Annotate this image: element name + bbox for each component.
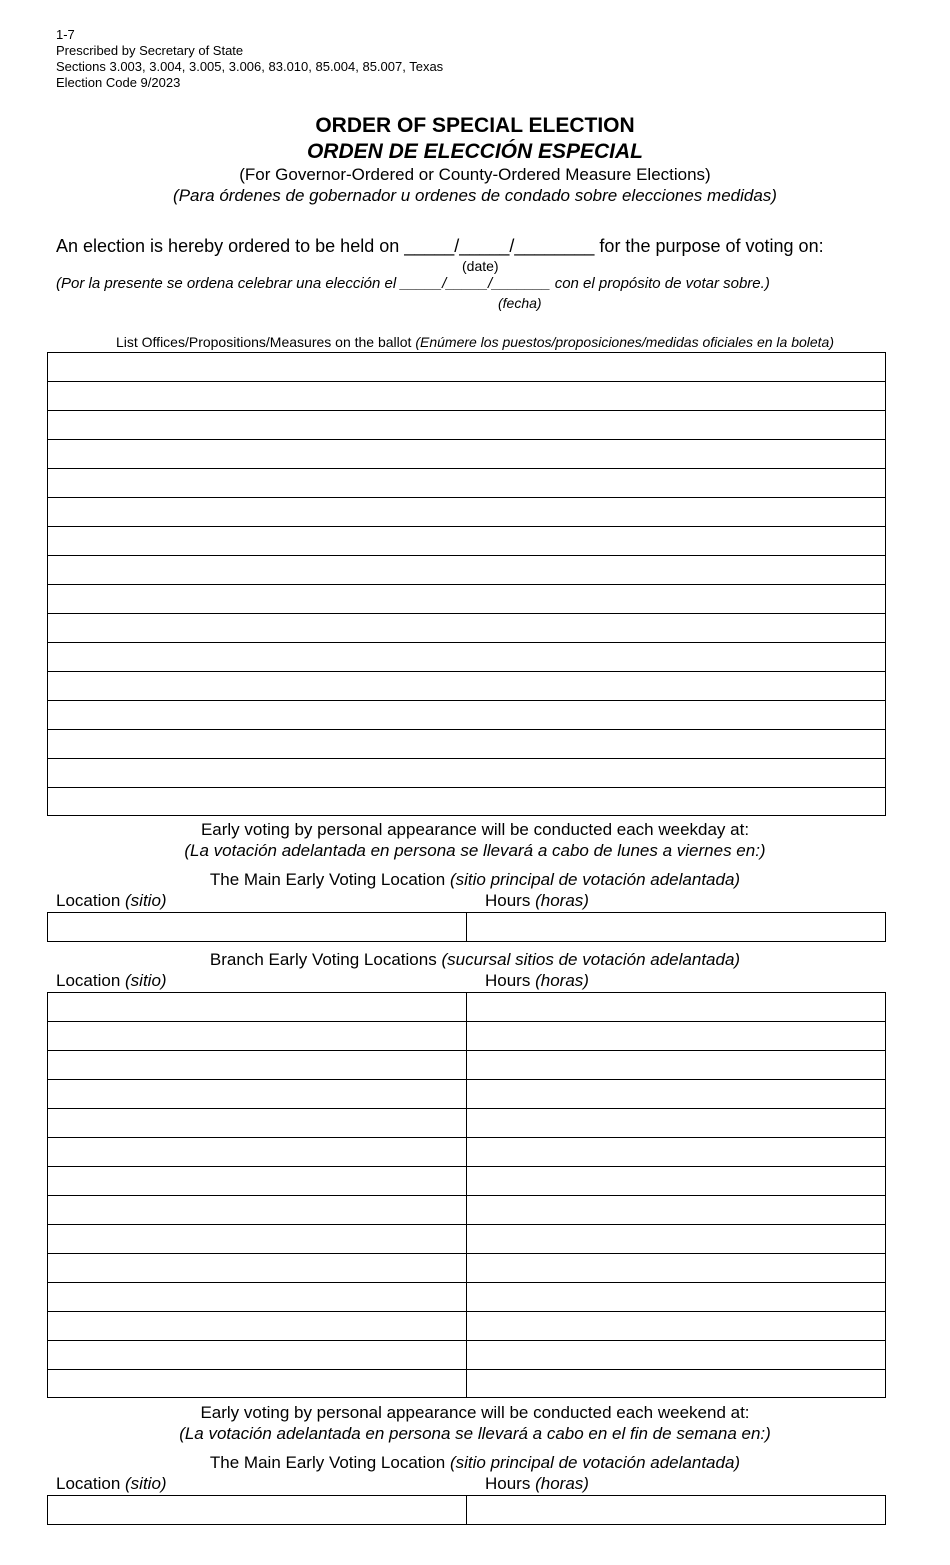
branch-location-cell[interactable] xyxy=(48,1225,467,1254)
branch-hours-cell[interactable] xyxy=(467,993,886,1022)
ballot-row[interactable] xyxy=(48,614,886,643)
branch-hours-cell[interactable] xyxy=(467,1138,886,1167)
prescribed-line: Prescribed by Secretary of State xyxy=(56,43,244,58)
subtitle-es: (Para órdenes de gobernador u ordenes de condado sobre elecciones medidas) xyxy=(173,186,777,205)
ballot-row[interactable] xyxy=(48,556,886,585)
branch-hours-cell[interactable] xyxy=(467,1022,886,1051)
order-line-es: (Por la presente se ordena celebrar una elección el _____/_____/_______ con el propósito de votar sobre.) xyxy=(56,275,770,292)
weekday-main-table xyxy=(47,912,886,942)
ballot-label-es: (Enúmere los puestos/proposiciones/medidas oficiales en la boleta) xyxy=(415,334,835,350)
branch-location-cell[interactable] xyxy=(48,1254,467,1283)
subtitle-en: (For Governor-Ordered or County-Ordered Measure Elections) xyxy=(239,165,711,184)
branch-hours-cell[interactable] xyxy=(467,1167,886,1196)
weekday-hours-label: Hours (horas) xyxy=(485,891,589,910)
branch-hours-label: Hours (horas) xyxy=(485,971,589,990)
weekday-main-hours-cell[interactable] xyxy=(467,913,886,942)
branch-hours-cell[interactable] xyxy=(467,1196,886,1225)
date-label: (date) xyxy=(462,258,499,274)
fecha-label: (fecha) xyxy=(498,295,542,311)
weekday-heading-es: (La votación adelantada en persona se llevará a cabo de lunes a viernes en:) xyxy=(184,841,766,860)
weekend-main-table xyxy=(47,1495,886,1525)
ballot-row[interactable] xyxy=(48,585,886,614)
ballot-row[interactable] xyxy=(48,411,886,440)
ballot-row[interactable] xyxy=(48,788,886,816)
ballot-row[interactable] xyxy=(48,643,886,672)
weekday-heading-en: Early voting by personal appearance will be conducted each weekday at: xyxy=(200,820,750,839)
weekend-main-location-cell[interactable] xyxy=(48,1496,467,1525)
weekend-location-label: Location (sitio) xyxy=(56,1474,167,1493)
ballot-table xyxy=(47,352,886,816)
order-line-en: An election is hereby ordered to be held on _____/_____/________ for the purpose of voting on: xyxy=(56,236,824,256)
branch-hours-cell[interactable] xyxy=(467,1341,886,1370)
branch-location-cell[interactable] xyxy=(48,1080,467,1109)
title-en: ORDER OF SPECIAL ELECTION xyxy=(315,114,635,137)
ballot-row[interactable] xyxy=(48,730,886,759)
branch-hours-cell[interactable] xyxy=(467,1080,886,1109)
ballot-row[interactable] xyxy=(48,527,886,556)
ballot-label-en: List Offices/Propositions/Measures on the ballot xyxy=(115,334,412,350)
ballot-row[interactable] xyxy=(48,701,886,730)
branch-heading: Branch Early Voting Locations (sucursal sitios de votación adelantada) xyxy=(209,950,741,969)
branch-location-cell[interactable] xyxy=(48,1283,467,1312)
code-line: Election Code 9/2023 xyxy=(56,75,181,90)
weekend-main-hours-cell[interactable] xyxy=(467,1496,886,1525)
weekend-hours-label: Hours (horas) xyxy=(485,1474,589,1493)
weekend-main-location-heading: The Main Early Voting Location (sitio principal de votación adelantada) xyxy=(209,1453,741,1472)
branch-location-cell[interactable] xyxy=(48,1341,467,1370)
branch-location-cell[interactable] xyxy=(48,1109,467,1138)
branch-location-cell[interactable] xyxy=(48,1196,467,1225)
branch-location-cell[interactable] xyxy=(48,1138,467,1167)
branch-location-cell[interactable] xyxy=(48,1312,467,1341)
branch-hours-cell[interactable] xyxy=(467,1225,886,1254)
branch-location-cell[interactable] xyxy=(48,1051,467,1080)
ballot-row[interactable] xyxy=(48,672,886,701)
ballot-row[interactable] xyxy=(48,440,886,469)
ballot-row[interactable] xyxy=(48,353,886,382)
branch-hours-cell[interactable] xyxy=(467,1254,886,1283)
weekday-location-label: Location (sitio) xyxy=(56,891,167,910)
branch-hours-cell[interactable] xyxy=(467,1051,886,1080)
branch-hours-cell[interactable] xyxy=(467,1370,886,1398)
ballot-row[interactable] xyxy=(48,498,886,527)
ballot-row[interactable] xyxy=(48,382,886,411)
weekend-heading-es: (La votación adelantada en persona se llevará a cabo en el fin de semana en:) xyxy=(179,1424,771,1443)
branch-location-cell[interactable] xyxy=(48,993,467,1022)
ballot-row[interactable] xyxy=(48,759,886,788)
weekday-main-location-heading: The Main Early Voting Location (sitio principal de votación adelantada) xyxy=(209,870,741,889)
sections-line: Sections 3.003, 3.004, 3.005, 3.006, 83.010, 85.004, 85.007, Texas xyxy=(56,59,444,74)
branch-location-cell[interactable] xyxy=(48,1167,467,1196)
ballot-row[interactable] xyxy=(48,469,886,498)
branch-location-cell[interactable] xyxy=(48,1370,467,1398)
weekend-heading-en: Early voting by personal appearance will be conducted each weekend at: xyxy=(200,1403,750,1422)
weekday-main-location-cell[interactable] xyxy=(48,913,467,942)
form-number: 1-7 xyxy=(56,27,75,42)
branch-hours-cell[interactable] xyxy=(467,1312,886,1341)
branch-table xyxy=(47,992,886,1398)
title-es: ORDEN DE ELECCIÓN ESPECIAL xyxy=(306,140,644,163)
branch-location-cell[interactable] xyxy=(48,1022,467,1051)
branch-hours-cell[interactable] xyxy=(467,1283,886,1312)
ballot-list-label xyxy=(0,334,950,350)
branch-hours-cell[interactable] xyxy=(467,1109,886,1138)
branch-location-label: Location (sitio) xyxy=(56,971,167,990)
